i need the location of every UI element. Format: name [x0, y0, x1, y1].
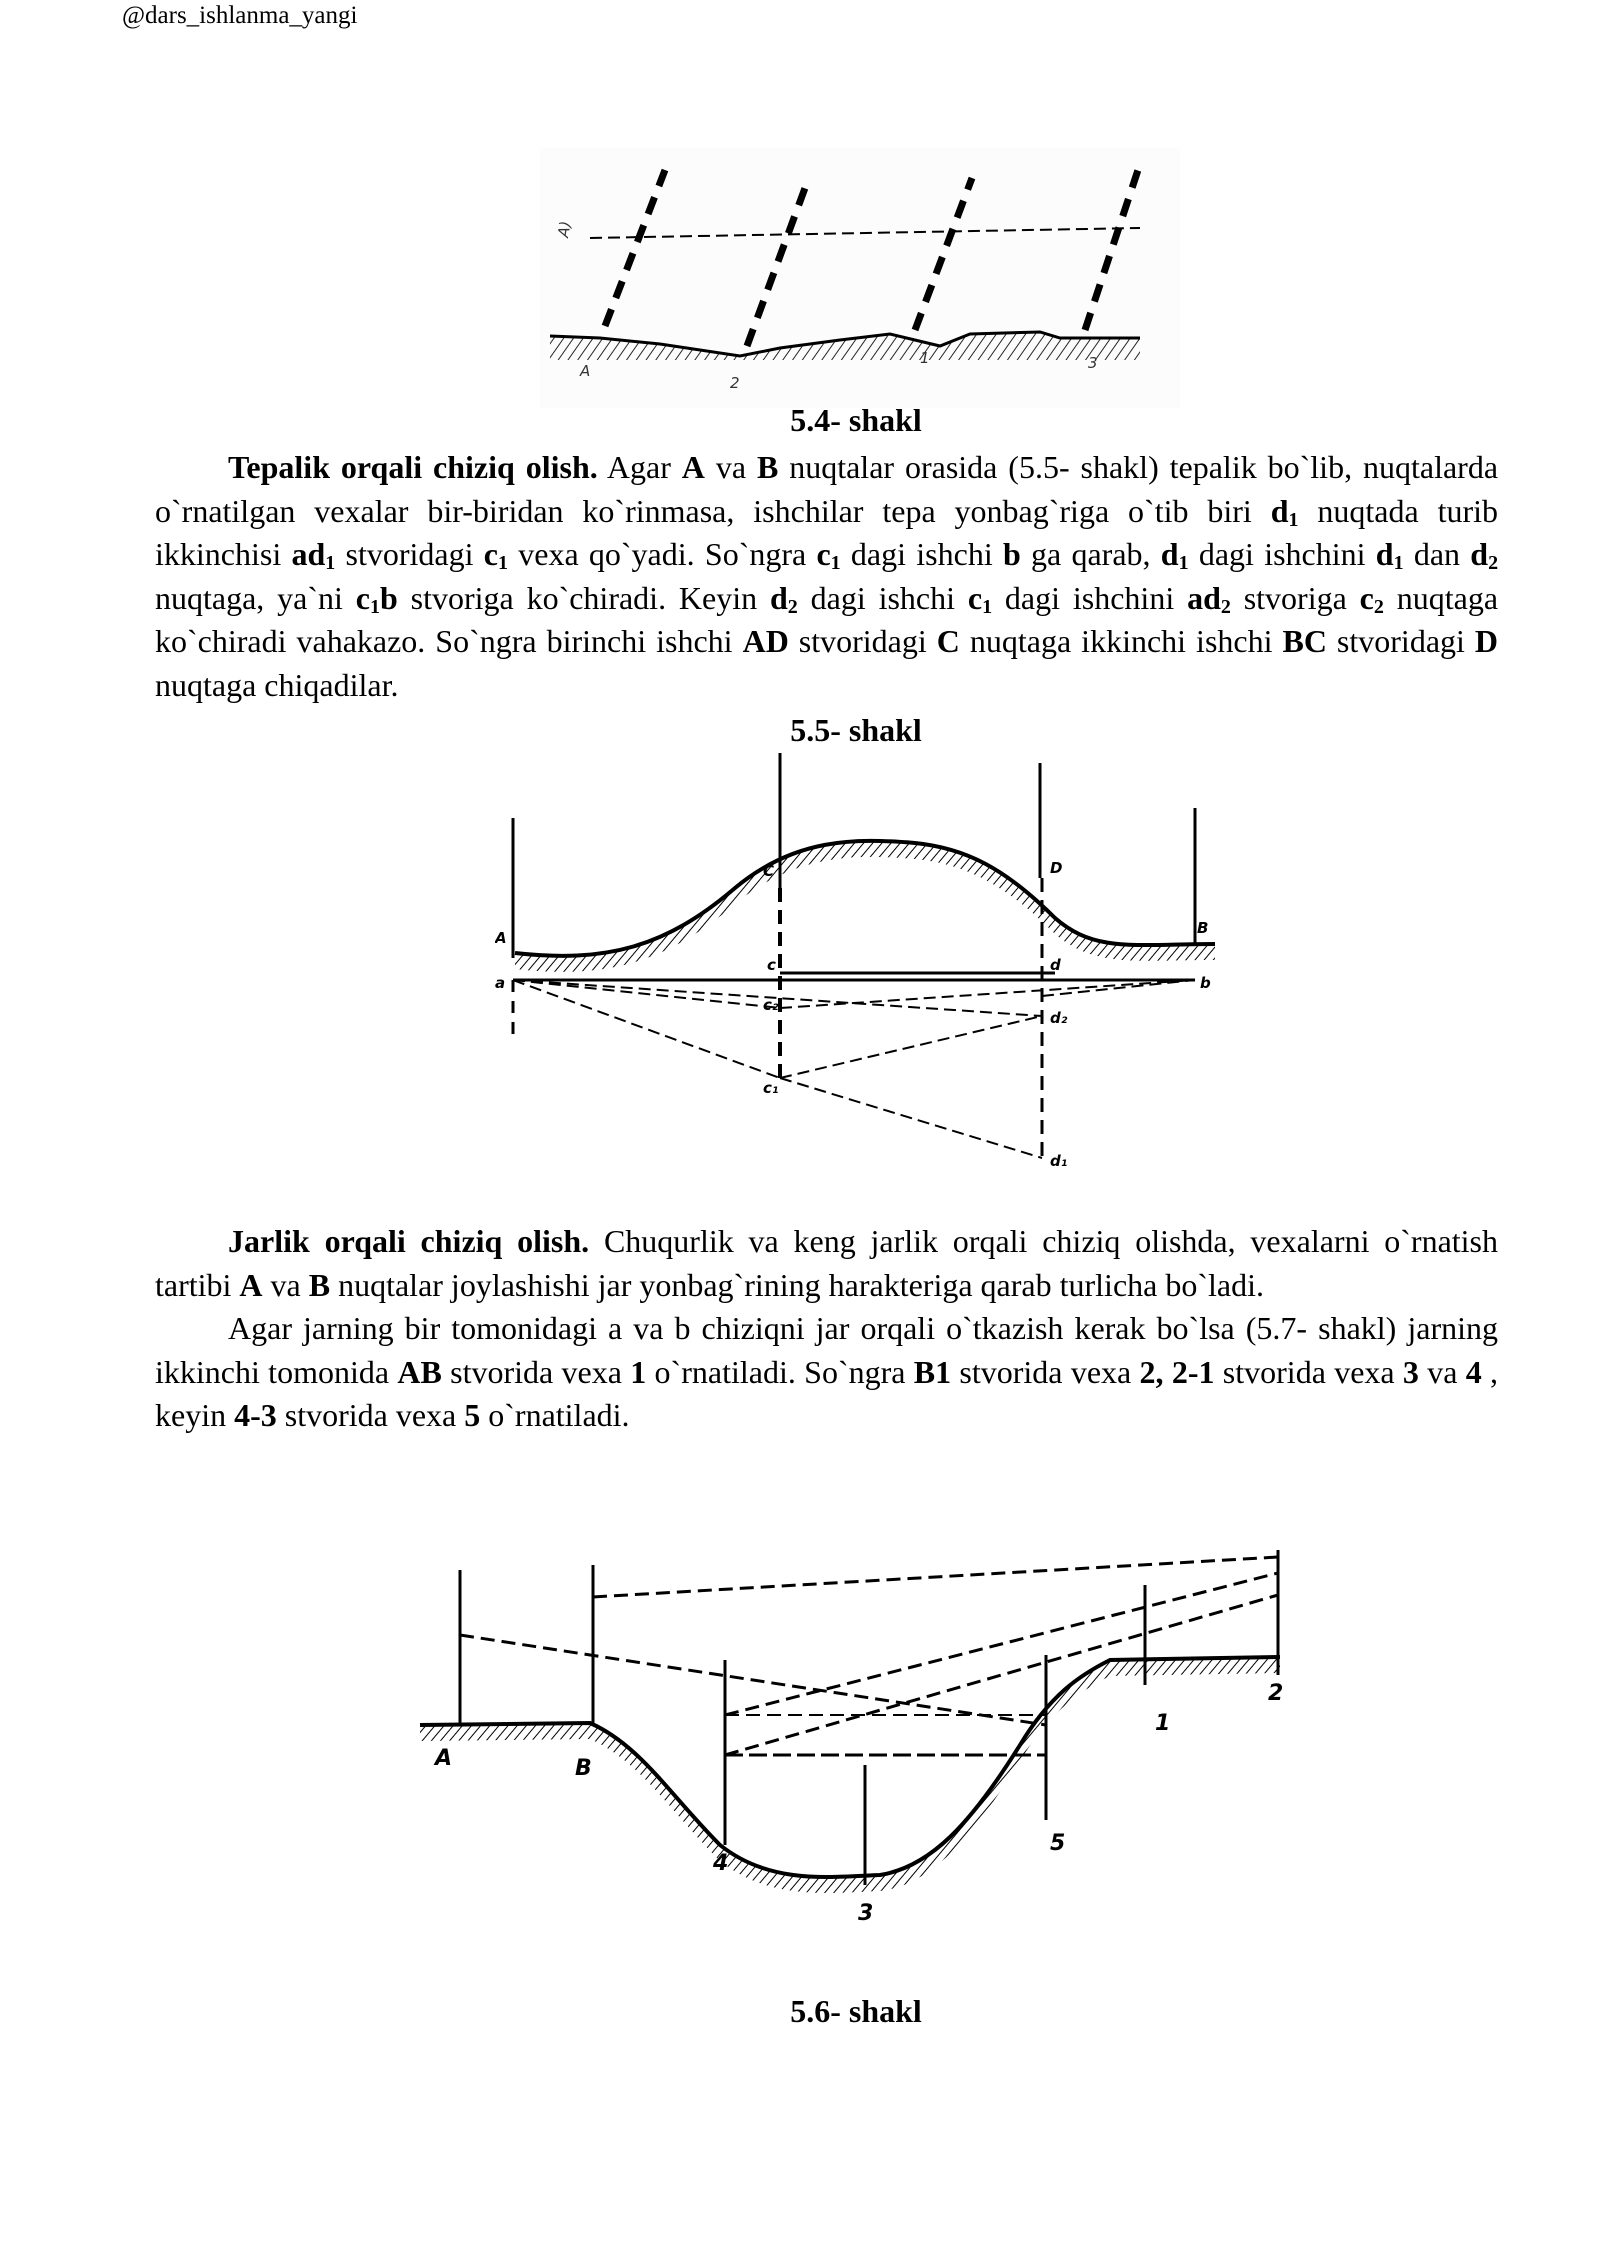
- fig55-label-d: d: [1050, 956, 1061, 974]
- figure-5-5: [495, 748, 1225, 1178]
- fig55-label-d2: d₂: [1050, 1009, 1068, 1027]
- fig55-label-c2: c₂: [763, 996, 779, 1014]
- paragraph-tepalik: Tepalik orqali chiziq olish. Agar A va B nuqtalar orasida (5.5- shakl) tepalik bo`lib, nuqtalarda o`rnatilgan vexalar bir-biridan ko`rinmasa, ishchilar tepa yonbag`riga o`tib biri $d_1$ nuqtada turib ikkinchisi $ad_1$ stvoridagi $c_1$ vexa qo`yadi. So`ngra $c_1$ dagi ishchi b ga qarab, $d_1$ dagi ishchini $d_1$ dan $d_2$ nuqtaga, ya`ni $c_1b$ stvoriga ko`chiradi. Keyin $d_2$ dagi ishchi $c_1$ dagi ishchini $ad_2$ stvoriga $c_2$ nuqtaga ko`chiradi vahakazo. So`ngra birinchi ishchi AD stvoridagi C nuqtaga ikkinchi ishchi BC stvoridagi D nuqtaga chiqadilar.: [155, 449, 1499, 703]
- fig54-label-a-left: A): [554, 219, 575, 239]
- page-header: @dars_ishlanma_yangi: [122, 2, 358, 29]
- paragraph-jarlik: Jarlik orqali chiziq olish. Chuqurlik va keng jarlik orqali chiziq olishda, vexalarni o`rnatish tartibi A va B nuqtalar joylashishi jar yonbag`rining harakteriga qarab turlicha bo`ladi. Agar jarning bir tomonidagi a va b chiziqni jar orqali o`tkazish kerak bo`lsa (5.7- shakl) jarning ikkinchi tomonida AB stvorida vexa 1 o`rnatiladi. So`ngra B1 stvorida vexa 2, 2-1 stvorida vexa 3 va 4 , keyin 4-3 stvorida vexa 5 o`rnatiladi.: [155, 1220, 1498, 1438]
- fig55-label-A: A: [495, 929, 507, 947]
- figure-5-6: [410, 1515, 1300, 1935]
- fig56-label-2: 2: [1268, 1681, 1284, 1706]
- paragraph-title: Jarlik orqali chiziq olish.: [228, 1223, 590, 1259]
- fig56-label-A: A: [435, 1746, 453, 1771]
- fig56-label-B: B: [575, 1756, 592, 1781]
- fig55-label-B: B: [1197, 919, 1209, 937]
- figure-5-4-caption: 5.4- shakl: [790, 402, 922, 438]
- fig55-label-C: C: [763, 862, 775, 880]
- fig56-label-1: 1: [1155, 1711, 1171, 1736]
- fig55-label-a: a: [495, 974, 506, 992]
- paragraph-title: Tepalik orqali chiziq olish.: [228, 449, 598, 485]
- fig56-label-5: 5: [1050, 1831, 1066, 1856]
- fig54-label-a: A: [580, 362, 591, 380]
- fig55-label-b: b: [1200, 974, 1211, 992]
- figure-5-5-caption: 5.5- shakl: [790, 712, 922, 748]
- fig54-label-1: 1: [920, 349, 930, 367]
- figure-5-6-caption: 5.6- shakl: [790, 1993, 922, 2029]
- fig56-label-3: 3: [858, 1901, 874, 1926]
- figure-5-4: [540, 148, 1180, 408]
- fig54-label-3: 3: [1088, 354, 1098, 372]
- fig56-label-4: 4: [713, 1851, 729, 1876]
- fig55-label-d1: d₁: [1050, 1152, 1068, 1170]
- fig55-label-c: c: [767, 956, 776, 974]
- fig55-label-D: D: [1050, 859, 1063, 877]
- paragraph-agar: Agar jarning bir tomonidagi a va b chiziqni jar orqali o`tkazish kerak bo`lsa (5.7- shakl) jarning ikkinchi tomonida AB stvorida vexa 1 o`rnatiladi. So`ngra B1 stvorida vexa 2, 2-1 stvorida vexa 3 va 4 , keyin 4-3 stvorida vexa 5 o`rnatiladi.: [155, 1310, 1499, 1433]
- fig55-label-c1: c₁: [763, 1079, 779, 1097]
- fig54-label-2: 2: [730, 374, 740, 392]
